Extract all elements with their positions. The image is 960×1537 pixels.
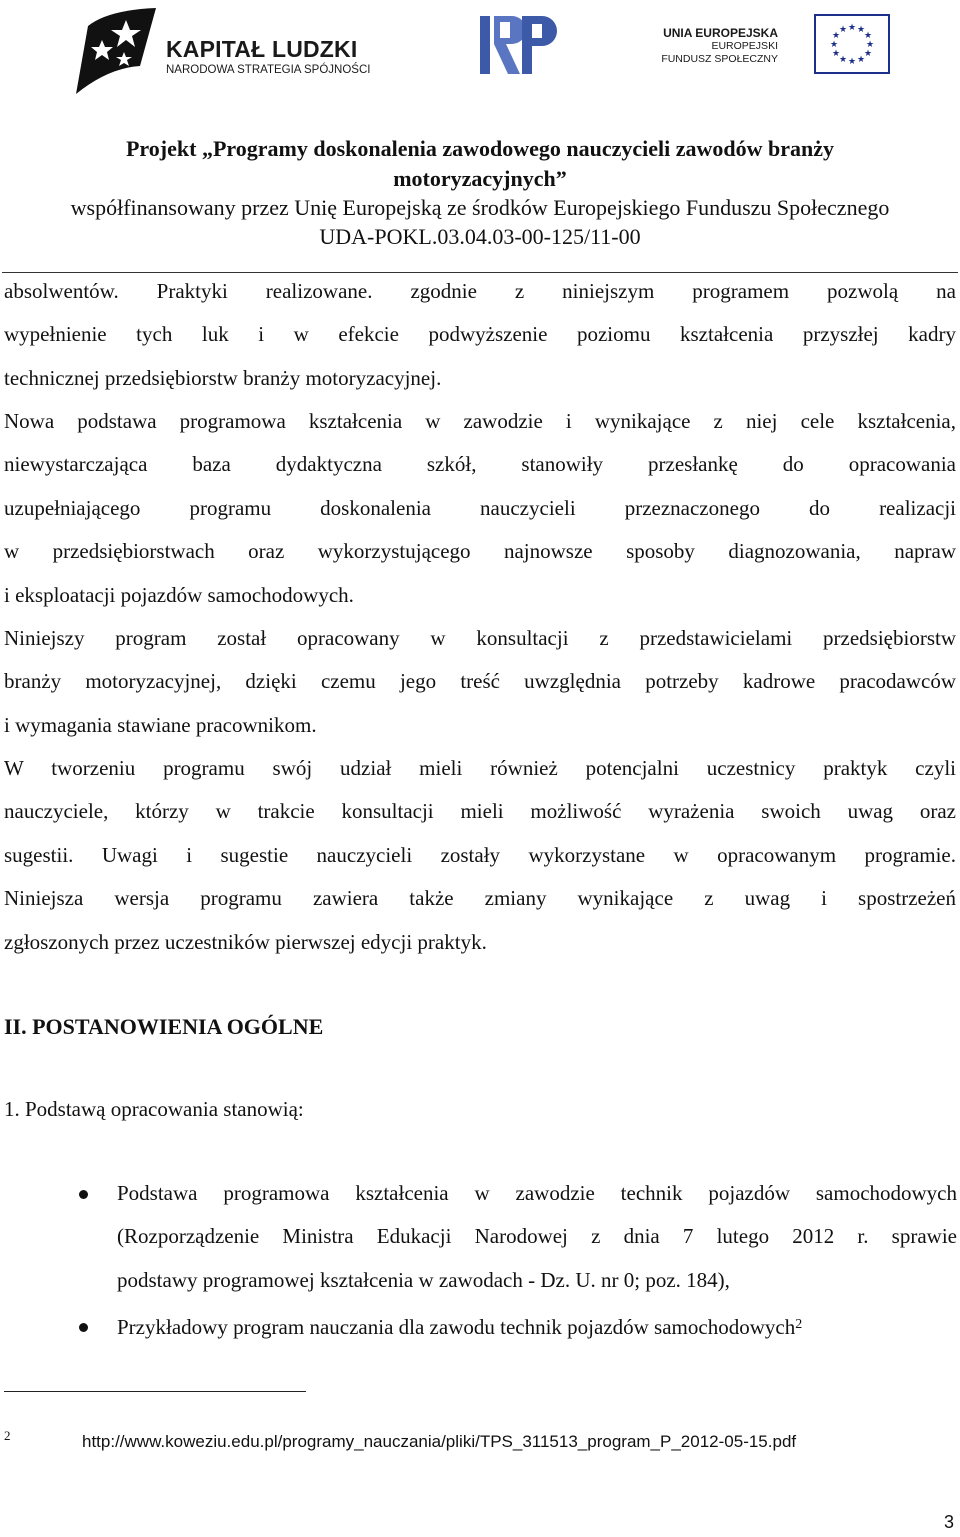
paragraph-line: wypełnienie tych luk i w efekcie podwyższenie poziomu kształcenia przyszłej kadry	[4, 322, 956, 347]
svg-text:★: ★	[863, 31, 873, 41]
svg-text:★: ★	[829, 40, 839, 50]
paragraph-line: uzupełniającego programu doskonalenia nauczycieli przeznaczonego do realizacji	[4, 495, 956, 520]
footnote-ref: 2	[795, 1317, 803, 1332]
kapital-ludzki-subtitle: NARODOWA STRATEGIA SPÓJNOŚCI	[166, 64, 371, 76]
ue-line2: EUROPEJSKI	[711, 40, 778, 52]
svg-text:★: ★	[865, 40, 875, 50]
bullet-dot	[79, 1323, 88, 1332]
bullet-text: Przykładowy program nauczania dla zawodu technik pojazdów samochodowych	[117, 1315, 796, 1339]
svg-text:★: ★	[847, 23, 857, 33]
paragraph-line: i wymagania stawiane pracownikom.	[4, 712, 317, 737]
ue-line3: FUNDUSZ SPOŁECZNY	[661, 53, 778, 65]
page-number: 3	[943, 1512, 954, 1532]
paragraph-line: W tworzeniu programu swój udział mieli również potencjalni uczestnicy praktyk czyli	[4, 756, 956, 780]
svg-text:★: ★	[838, 55, 848, 65]
bullet-line: (Rozporządzenie Ministra Edukacji Narodowej z dnia 7 lutego 2012 r. sprawie	[117, 1224, 957, 1249]
paragraph-3	[4, 617, 956, 747]
kapital-ludzki-stars-icon	[68, 6, 160, 96]
paragraph-line: Niniejsza wersja programu zawiera także zmiany wynikające z uwag i spostrzeżeń	[4, 886, 956, 911]
svg-text:★: ★	[831, 31, 841, 41]
ue-line1: UNIA EUROPEJSKA	[663, 26, 778, 40]
paragraph-2	[4, 400, 956, 617]
project-title-line2: motoryzacyjnych”	[393, 166, 567, 191]
bullet-line: podstawy programowej kształcenia w zawodach - Dz. U. nr 0; poz. 184),	[117, 1267, 730, 1292]
paragraph-line: i eksploatacji pojazdów samochodowych.	[4, 582, 354, 607]
irp-logo	[478, 12, 560, 78]
svg-text:★: ★	[863, 49, 873, 59]
paragraph-4	[4, 747, 956, 964]
paragraph-line: Niniejszy program został opracowany w konsultacji z przedstawicielami przedsiębiorstw	[4, 626, 956, 650]
svg-text:★: ★	[831, 49, 841, 59]
paragraph-line: sugestii. Uwagi i sugestie nauczycieli zostały wykorzystane w opracowanym programie.	[4, 842, 956, 867]
footnote-url[interactable]: http://www.koweziu.edu.pl/programy_nauczania/pliki/TPS_311513_program_P_2012-05-15.pdf	[82, 1432, 797, 1451]
section-heading: II. POSTANOWIENIA OGÓLNE	[4, 1014, 324, 1039]
paragraph-line: branży motoryzacyjnej, dzięki czemu jego treść uwzględnia potrzeby kadrowe pracodawców	[4, 669, 956, 694]
project-title-line1: Projekt „Programy doskonalenia zawodowego nauczycieli zawodów branży	[125, 136, 835, 161]
footnote-number: 2	[4, 1428, 11, 1443]
kapital-ludzki-title: KAPITAŁ LUDZKI	[166, 36, 358, 62]
numbered-item: 1. Podstawą opracowania stanowią:	[4, 1097, 304, 1121]
paragraph-1	[4, 270, 956, 400]
eu-flag-icon	[814, 14, 890, 74]
paragraph-line: Nowa podstawa programowa kształcenia w zawodzie i wynikające z niej cele kształcenia,	[4, 409, 956, 433]
project-code: UDA-POKL.03.04.03-00-125/11-00	[319, 224, 641, 249]
cofinanced-line: współfinansowany przez Unię Europejską ze środków Europejskiego Funduszu Społecznego	[70, 195, 890, 220]
kapital-ludzki-logo	[68, 6, 408, 96]
bullet-item-1	[117, 1172, 957, 1302]
svg-text:★: ★	[856, 25, 866, 35]
bullet-line: Podstawa programowa kształcenia w zawodzie technik pojazdów samochodowych	[117, 1181, 957, 1205]
irp-logo-icon	[478, 12, 560, 78]
svg-text:★: ★	[847, 57, 857, 67]
paragraph-line: absolwentów. Praktyki realizowane. zgodnie z niniejszym programem pozwolą na	[4, 279, 956, 303]
paragraph-line: niewystarczająca baza dydaktyczna szkół, stanowiły przesłankę do opracowania	[4, 452, 956, 477]
footnote-divider	[4, 1391, 306, 1392]
svg-text:★: ★	[856, 55, 866, 65]
paragraph-line: zgłoszonych przez uczestników pierwszej edycji praktyk.	[4, 929, 487, 954]
paragraph-line: nauczyciele, którzy w trakcie konsultacji mieli możliwość wyrażenia swoich uwag oraz	[4, 799, 956, 824]
paragraph-line: w przedsiębiorstwach oraz wykorzystującego najnowsze sposoby diagnozowania, napraw	[4, 539, 956, 564]
ue-efs-logo	[645, 14, 890, 76]
bullet-item-2	[117, 1306, 957, 1349]
bullet-dot	[79, 1190, 88, 1199]
svg-text:★: ★	[838, 25, 848, 35]
bullet-line	[117, 1306, 957, 1349]
paragraph-line: technicznej przedsiębiorstw branży motoryzacyjnej.	[4, 365, 442, 390]
